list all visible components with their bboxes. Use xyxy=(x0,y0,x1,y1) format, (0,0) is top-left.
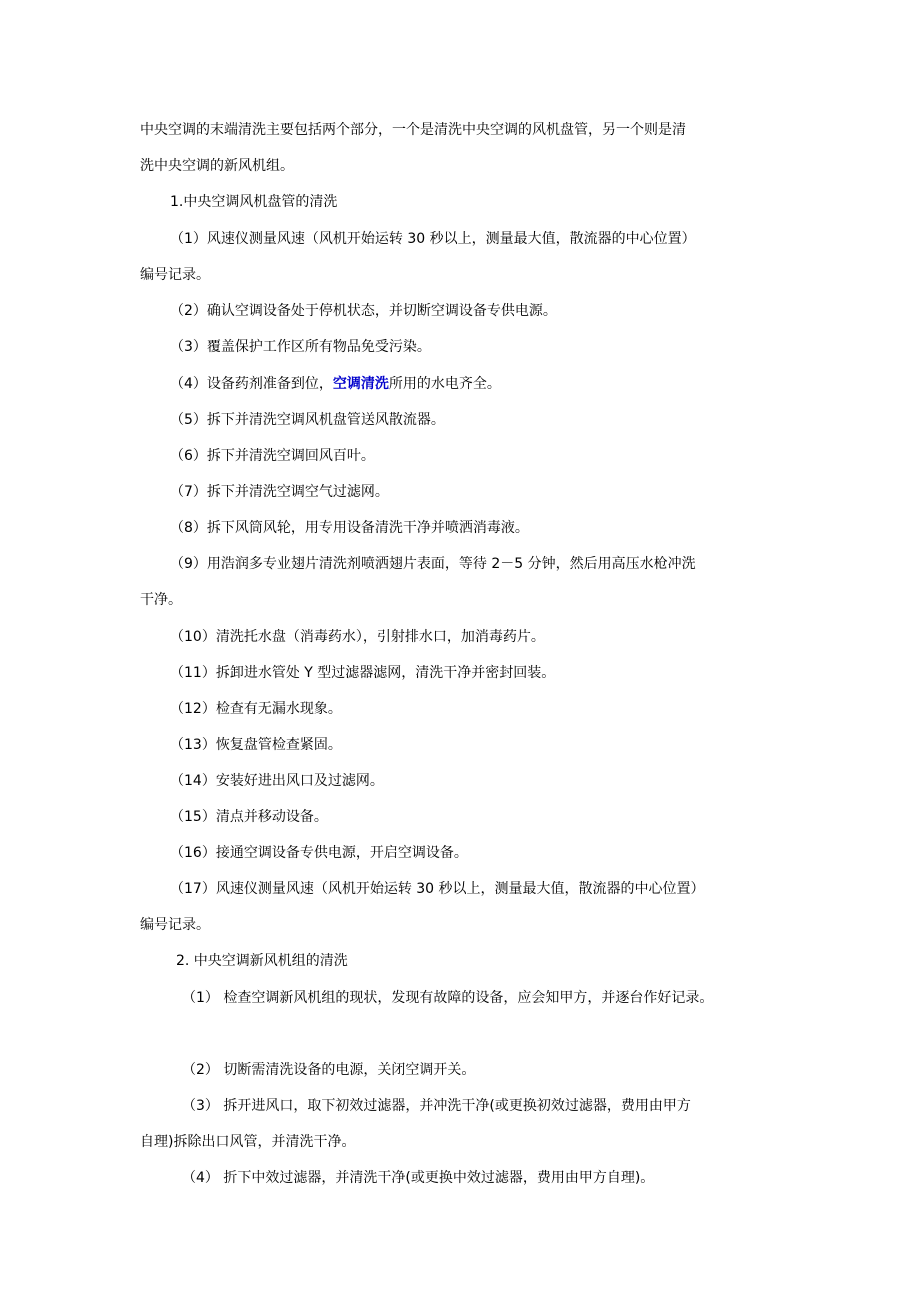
step-1-3: （3）覆盖保护工作区所有物品免受污染。 xyxy=(170,339,431,355)
step-1-4-prefix: （4）设备药剂准备到位， xyxy=(170,376,333,392)
intro-line-1: 中央空调的末端清洗主要包括两个部分，一个是清洗中央空调的风机盘管，另一个则是清 xyxy=(140,122,686,138)
step-1-2: （2）确认空调设备处于停机状态，并切断空调设备专供电源。 xyxy=(170,303,557,319)
step-1-11: （11）拆卸进水管处 Y 型过滤器滤网，清洗干净并密封回装。 xyxy=(170,665,556,681)
step-1-1-line-1: （1）风速仪测量风速（风机开始运转 30 秒以上，测量最大值，散流器的中心位置） xyxy=(170,231,696,247)
step-1-8: （8）拆下风筒风轮，用专用设备清洗干净并喷洒消毒液。 xyxy=(170,520,529,536)
step-1-4-suffix: 所用的水电齐全。 xyxy=(388,376,501,392)
step-2-2: （2） 切断需清洗设备的电源，关闭空调开关。 xyxy=(182,1062,476,1078)
step-1-4 xyxy=(170,374,501,394)
step-1-1-line-2: 编号记录。 xyxy=(140,267,210,283)
step-2-3-line-1: （3） 拆开进风口，取下初效过滤器，并冲洗干净(或更换初效过滤器，费用由甲方 xyxy=(182,1098,691,1114)
step-1-14: （14）安装好进出风口及过滤网。 xyxy=(170,773,384,789)
step-1-9-line-1: （9）用浩润多专业翅片清洗剂喷洒翅片表面，等待 2－5 分钟，然后用高压水枪冲洗 xyxy=(170,556,696,572)
air-conditioner-cleaning-link[interactable]: 空调清洗 xyxy=(332,376,389,392)
step-1-15: （15）清点并移动设备。 xyxy=(170,809,328,825)
step-1-16: （16）接通空调设备专供电源，开启空调设备。 xyxy=(170,845,468,861)
step-1-12: （12）检查有无漏水现象。 xyxy=(170,701,342,717)
section-1-heading: 1.中央空调风机盘管的清洗 xyxy=(170,194,338,210)
step-1-5: （5）拆下并清洗空调风机盘管送风散流器。 xyxy=(170,412,445,428)
step-1-9-line-2: 干净。 xyxy=(140,592,182,608)
step-2-3-line-2: 自理)拆除出口风管，并清洗干净。 xyxy=(140,1134,356,1150)
step-1-7: （7）拆下并清洗空调空气过滤网。 xyxy=(170,484,389,500)
step-1-17-line-2: 编号记录。 xyxy=(140,917,210,933)
intro-line-2: 洗中央空调的新风机组。 xyxy=(140,158,294,174)
step-2-4: （4） 折下中效过滤器，并清洗干净(或更换中效过滤器，费用由甲方自理)。 xyxy=(182,1170,655,1186)
step-1-13: （13）恢复盘管检查紧固。 xyxy=(170,737,342,753)
step-1-10: （10）清洗托水盘（消毒药水），引射排水口，加消毒药片。 xyxy=(170,629,545,645)
step-1-17-line-1: （17）风速仪测量风速（风机开始运转 30 秒以上，测量最大值，散流器的中心位置） xyxy=(170,881,705,897)
step-1-6: （6）拆下并清洗空调回风百叶。 xyxy=(170,448,375,464)
section-2-heading: 2. 中央空调新风机组的清洗 xyxy=(176,953,348,969)
step-2-1: （1） 检查空调新风机组的现状，发现有故障的设备，应会知甲方，并逐台作好记录。 xyxy=(182,990,714,1006)
